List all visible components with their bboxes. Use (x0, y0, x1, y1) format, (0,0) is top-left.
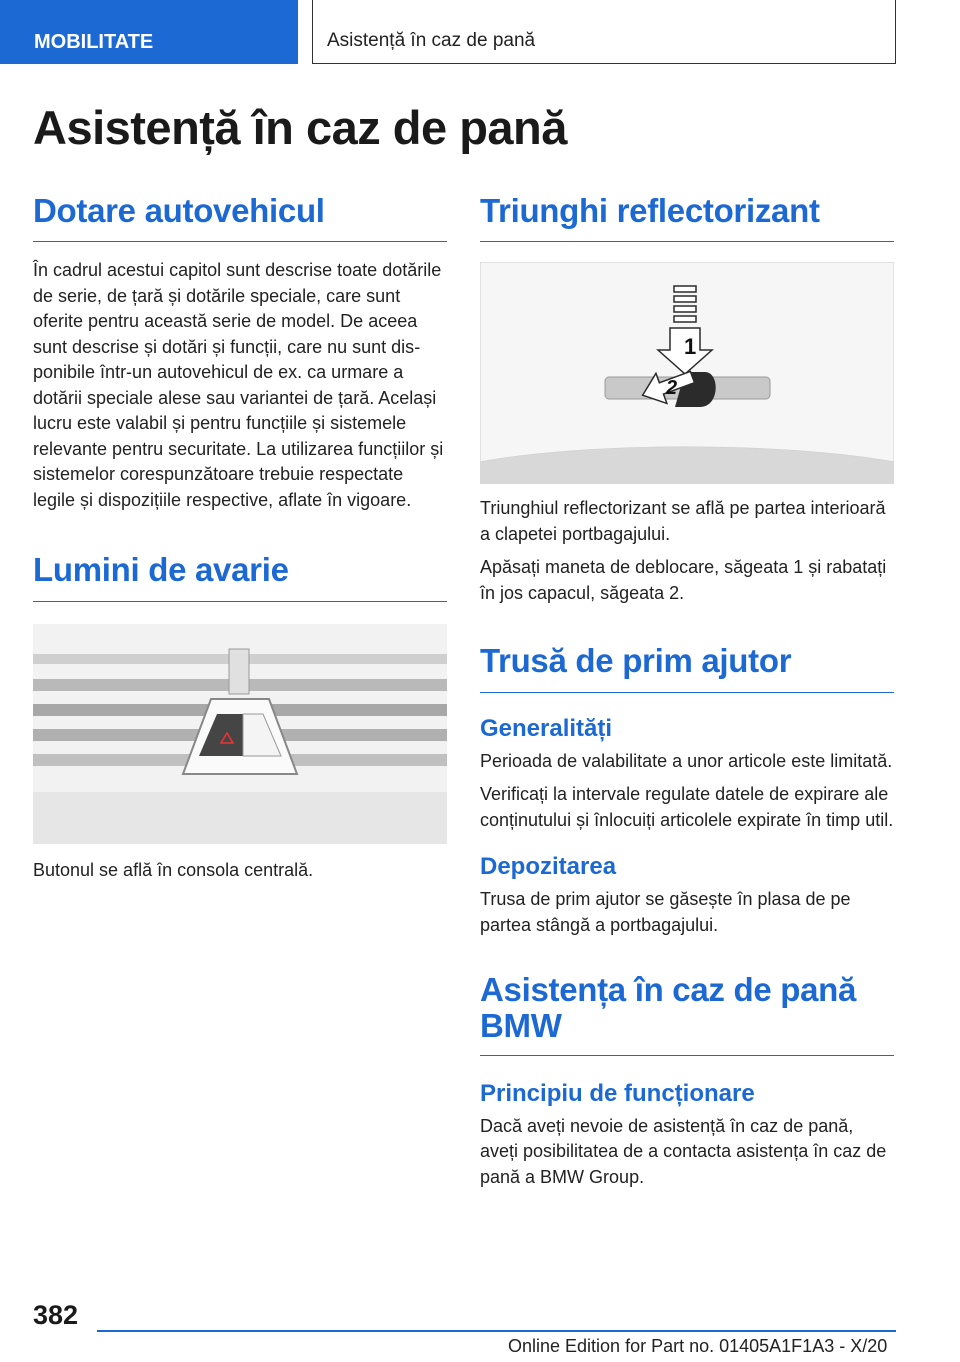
storage-text: Trusa de prim ajutor se găsește în plasa de pe partea stângă a portbagajului. (480, 889, 851, 935)
subsection-storage: Depozitarea (480, 853, 617, 880)
subsection-principle: Principiu de funcționare (480, 1079, 755, 1107)
right-column (480, 190, 894, 1190)
edition-note: Online Edition for Part no. 01405A1F1A3 - X/20 (508, 1336, 888, 1356)
footer-divider (97, 1330, 896, 1332)
general-text-2: Verificați la intervale regulate datele de expirare ale conținutului și înlocuiți articolele expirate în timp util. (480, 784, 894, 830)
chapter-label: Asistență în caz de pană (327, 30, 536, 51)
equipment-text: În cadrul acestui capitol sunt descrise toate dotările de serie, de țară și dotările speciale, care sunt oferite pentru această serie de model. De aceea sunt descrise și dotări și funcții, care nu sunt disponibile într-un autovehicul de ex. ca urmare a dotării speciale alese sau variantei de țară. Același lucru este valabil și pentru funcțiile și sistemele relevante pentru securitate. La utilizarea funcțiilor și sistemelor corespunzătoare trebuie respectate legile și dispozițiile respective, aflate în vigoare. (33, 260, 444, 510)
section-title-bmw-assistance: Asistența în caz de pană BMW (480, 972, 894, 1056)
principle-text: Dacă aveți nevoie de asistență în caz de pană, aveți posibilitatea de a contacta asistența în caz de pană a BMW Group. (480, 1115, 887, 1187)
chapter-header (312, 0, 896, 64)
triangle-text-1: Triunghiul reflectorizant se află pe partea interioară a clapetei portbagajului. (480, 498, 886, 544)
section-title-triangle: Triunghi reflectorizant (480, 190, 894, 242)
section-title-equipment: Dotare autovehicul (33, 190, 447, 242)
page-number: 382 (33, 1300, 79, 1330)
warning-triangle-image (480, 262, 894, 484)
triangle-text-2: Apăsați maneta de deblocare, săgeata 1 și rabatați în jos capacul, săgeata 2. (480, 557, 887, 603)
left-column (33, 190, 447, 883)
general-text-1: Perioada de valabilitate a unor articole este limitată. (480, 750, 893, 771)
section-tab (0, 0, 298, 64)
section-title-first-aid: Trusă de prim ajutor (480, 640, 894, 692)
arrow-label-2: 2 (666, 377, 678, 400)
page-title: Asistență în caz de pană (33, 101, 567, 154)
section-label: MOBILITATE (34, 31, 154, 53)
subsection-general: Generalități (480, 714, 613, 742)
arrow-label-1: 1 (684, 334, 697, 360)
hazard-button-image (33, 624, 447, 844)
section-title-hazard: Lumini de avarie (33, 549, 447, 601)
hazard-caption: Butonul se află în consola centrală. (33, 859, 314, 880)
